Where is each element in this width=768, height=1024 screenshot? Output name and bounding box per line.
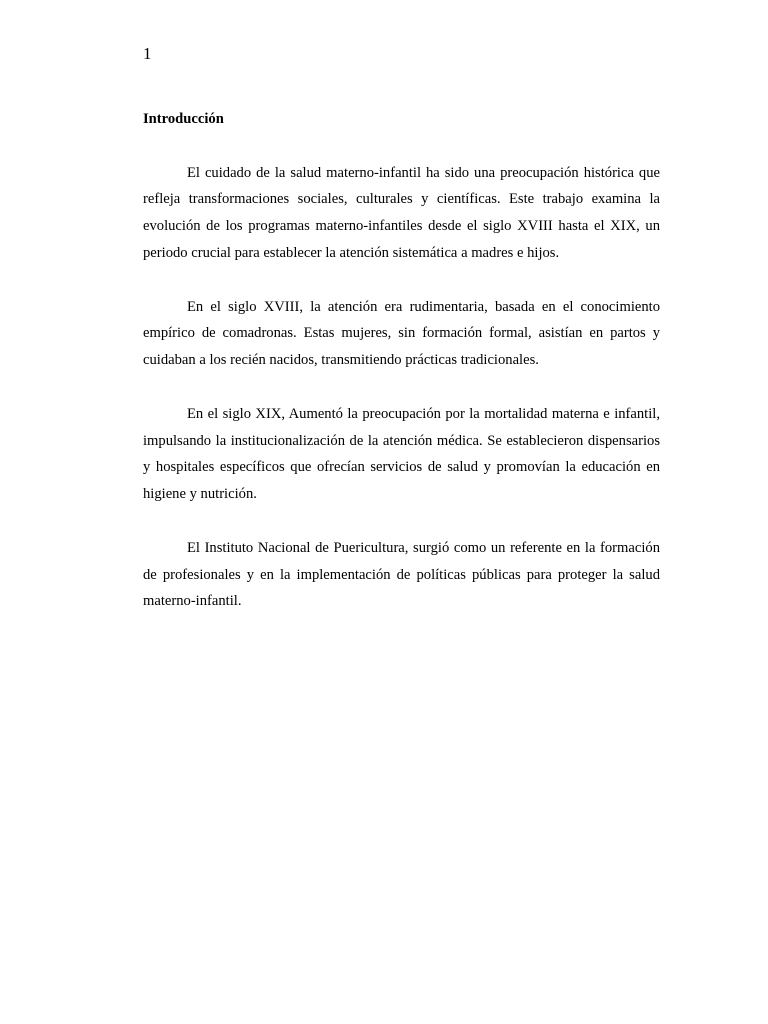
paragraph-siglo-xix: En el siglo XIX, Aumentó la preocupación por la mortalidad materna e infantil, impulsando la institucionalización de la atención médica. Se establecieron dispensarios y hospitales específicos que ofrecían servicios de salud y promovían la educación en higiene y nutrición. xyxy=(143,405,660,503)
page-number: 1 xyxy=(143,44,152,63)
paragraph-intro: El cuidado de la salud materno-infantil ha sido una preocupación histórica que refleja transformaciones sociales, culturales y científicas. Este trabajo examina la evolución de los programas materno-infantiles desde el siglo XVIII hasta el XIX, un periodo crucial para establecer la atención sistemática a madres e hijos. xyxy=(143,164,660,261)
document-body xyxy=(143,106,660,615)
section-heading: Introducción xyxy=(143,111,224,127)
paragraph-instituto: El Instituto Nacional de Puericultura, surgió como un referente en la formación de profesionales y en la implementación de políticas públicas para proteger la salud materno-infantil. xyxy=(143,539,660,610)
paragraph-siglo-xviii: En el siglo XVIII, la atención era rudimentaria, basada en el conocimiento empírico de comadronas. Estas mujeres, sin formación formal, asistían en partos y cuidaban a los recién nacidos, transmitiendo prácticas tradicionales. xyxy=(143,298,660,369)
